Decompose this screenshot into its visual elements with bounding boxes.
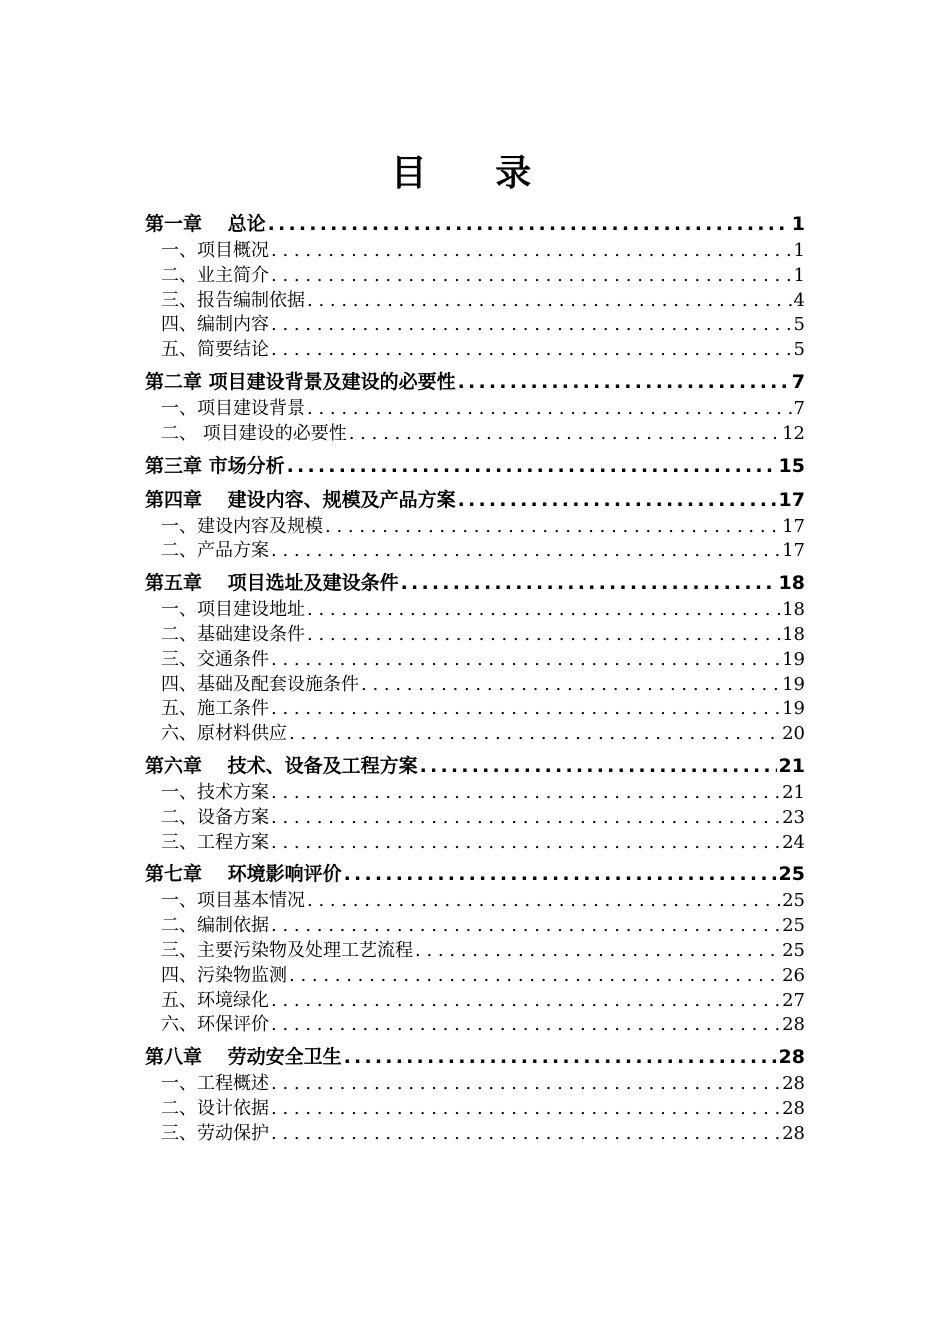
- toc-section-entry[interactable]: [145, 239, 805, 264]
- toc-page-number: 17: [782, 540, 805, 562]
- toc-entry-label: 四、基础及配套设施条件: [161, 673, 359, 695]
- toc-entry-label: 四、编制内容: [161, 314, 269, 336]
- toc-entry-label: 三、交通条件: [161, 648, 269, 670]
- toc-entry-label: 第六章 技术、设备及工程方案: [145, 754, 418, 777]
- toc-entry-label: 二、基础建设条件: [161, 623, 305, 645]
- toc-entry-label: 二、设备方案: [161, 806, 269, 828]
- toc-entry-label: 第二章 项目建设背景及建设的必要性: [145, 370, 456, 393]
- toc-dot-leader: [349, 422, 780, 447]
- toc-title: 目 录: [390, 153, 560, 194]
- toc-page-number: 18: [778, 572, 805, 595]
- toc-entry-label: 二、产品方案: [161, 540, 269, 562]
- toc-dot-leader: [325, 515, 780, 540]
- toc-chapter-entry[interactable]: [145, 1042, 805, 1072]
- toc-page-number: 19: [782, 673, 805, 695]
- toc-page-number: 15: [778, 454, 805, 477]
- toc-dot-leader: [268, 209, 790, 239]
- toc-entry-label: 第四章 建设内容、规模及产品方案: [145, 488, 456, 511]
- toc-dot-leader: [271, 338, 792, 363]
- toc-section-entry[interactable]: [145, 964, 805, 989]
- toc-section-entry[interactable]: [145, 623, 805, 648]
- toc-dot-leader: [271, 648, 780, 673]
- toc-dot-leader: [289, 722, 780, 747]
- toc-page-number: 19: [782, 698, 805, 720]
- toc-page-number: 26: [782, 964, 805, 986]
- toc-page-number: 4: [793, 289, 805, 311]
- toc-dot-leader: [271, 697, 780, 722]
- toc-chapter-entry[interactable]: [145, 451, 805, 481]
- toc-dot-leader: [271, 989, 780, 1014]
- toc-chapter-entry[interactable]: [145, 209, 805, 239]
- toc-page-number: 18: [782, 623, 805, 645]
- toc-dot-leader: [307, 889, 780, 914]
- toc-page-number: 5: [793, 314, 805, 336]
- toc-entry-label: 四、污染物监测: [161, 964, 287, 986]
- toc-section-entry[interactable]: [145, 539, 805, 564]
- toc-page-number: 17: [782, 515, 805, 537]
- toc-dot-leader: [415, 939, 780, 964]
- toc-dot-leader: [344, 1042, 777, 1072]
- toc-page-number: 25: [782, 915, 805, 937]
- toc-dot-leader: [271, 264, 792, 289]
- toc-dot-leader: [287, 451, 777, 481]
- table-of-contents: [145, 205, 805, 1147]
- toc-section-entry[interactable]: [145, 598, 805, 623]
- toc-section-entry[interactable]: [145, 338, 805, 363]
- toc-section-entry[interactable]: [145, 1097, 805, 1122]
- toc-page-number: 25: [782, 939, 805, 961]
- toc-entry-label: 三、主要污染物及处理工艺流程: [161, 939, 413, 961]
- toc-entry-label: 第一章 总论: [145, 213, 266, 235]
- toc-dot-leader: [271, 781, 780, 806]
- toc-page-number: 19: [782, 648, 805, 670]
- toc-section-entry[interactable]: [145, 673, 805, 698]
- toc-section-entry[interactable]: [145, 1122, 805, 1147]
- toc-section-entry[interactable]: [145, 989, 805, 1014]
- toc-section-entry[interactable]: [145, 289, 805, 314]
- toc-entry-label: 五、简要结论: [161, 339, 269, 361]
- toc-section-entry[interactable]: [145, 515, 805, 540]
- toc-dot-leader: [271, 1122, 780, 1147]
- toc-entry-label: 二、设计依据: [161, 1097, 269, 1119]
- toc-page-number: 20: [782, 723, 805, 745]
- toc-page-number: 21: [778, 754, 805, 777]
- toc-entry-label: 二、 项目建设的必要性: [161, 422, 347, 444]
- toc-entry-label: 六、环保评价: [161, 1014, 269, 1036]
- toc-section-entry[interactable]: [145, 831, 805, 856]
- toc-section-entry[interactable]: [145, 806, 805, 831]
- toc-entry-label: 第三章 市场分析: [145, 454, 285, 477]
- toc-page-number: 1: [793, 240, 805, 261]
- toc-section-entry[interactable]: [145, 1013, 805, 1038]
- toc-entry-label: 第七章 环境影响评价: [145, 863, 342, 886]
- toc-page-number: 5: [793, 339, 805, 361]
- toc-entry-label: 一、项目建设地址: [161, 599, 305, 621]
- toc-entry-label: 第八章 劳动安全卫生: [145, 1046, 342, 1069]
- toc-entry-label: 三、劳动保护: [161, 1122, 269, 1144]
- toc-dot-leader: [420, 751, 777, 781]
- toc-entry-label: 五、环境绿化: [161, 989, 269, 1011]
- toc-page-number: 28: [782, 1122, 805, 1144]
- toc-entry-label: 一、建设内容及规模: [161, 515, 323, 537]
- toc-page-number: 28: [782, 1073, 805, 1095]
- toc-dot-leader: [307, 598, 780, 623]
- toc-page-number: 27: [782, 989, 805, 1011]
- toc-chapter-entry[interactable]: [145, 751, 805, 781]
- toc-dot-leader: [271, 806, 780, 831]
- toc-section-entry[interactable]: [145, 697, 805, 722]
- toc-entry-label: 五、施工条件: [161, 698, 269, 720]
- toc-dot-leader: [344, 859, 777, 889]
- toc-dot-leader: [271, 831, 780, 856]
- toc-page-number: 23: [782, 806, 805, 828]
- toc-page-number: 24: [782, 831, 805, 853]
- toc-section-entry[interactable]: [145, 264, 805, 289]
- toc-chapter-entry[interactable]: [145, 367, 805, 397]
- toc-entry-label: 一、项目建设背景: [161, 397, 305, 419]
- toc-page-number: 25: [782, 890, 805, 912]
- toc-page-number: 25: [778, 863, 805, 886]
- toc-section-entry[interactable]: [145, 1072, 805, 1097]
- toc-section-entry[interactable]: [145, 397, 805, 422]
- toc-dot-leader: [307, 289, 792, 314]
- toc-section-entry[interactable]: [145, 422, 805, 447]
- toc-page-number: 7: [793, 397, 805, 419]
- toc-page-number: 28: [782, 1097, 805, 1119]
- toc-entry-label: 一、项目基本情况: [161, 890, 305, 912]
- toc-page-number: 18: [782, 599, 805, 621]
- toc-page-number: 17: [778, 488, 805, 511]
- toc-entry-label: 一、工程概述: [161, 1073, 269, 1095]
- toc-dot-leader: [361, 673, 780, 698]
- toc-entry-label: 三、工程方案: [161, 831, 269, 853]
- toc-dot-leader: [401, 568, 777, 598]
- toc-dot-leader: [271, 1097, 780, 1122]
- toc-section-entry[interactable]: [145, 648, 805, 673]
- toc-entry-label: 第五章 项目选址及建设条件: [145, 572, 399, 595]
- toc-entry-label: 二、编制依据: [161, 915, 269, 937]
- toc-dot-leader: [271, 539, 780, 564]
- toc-dot-leader: [271, 313, 792, 338]
- toc-page-number: 1: [793, 264, 805, 286]
- toc-chapter-entry[interactable]: [145, 859, 805, 889]
- toc-entry-label: 三、报告编制依据: [161, 289, 305, 311]
- toc-dot-leader: [271, 1013, 780, 1038]
- toc-page-number: 28: [778, 1046, 805, 1069]
- toc-page-number: 28: [782, 1014, 805, 1036]
- toc-entry-label: 一、技术方案: [161, 781, 269, 803]
- toc-chapter-entry[interactable]: [145, 568, 805, 598]
- toc-section-entry[interactable]: [145, 939, 805, 964]
- toc-section-entry[interactable]: [145, 781, 805, 806]
- toc-section-entry[interactable]: [145, 914, 805, 939]
- toc-entry-label: 一、项目概况: [161, 240, 269, 261]
- toc-section-entry[interactable]: [145, 889, 805, 914]
- toc-section-entry[interactable]: [145, 722, 805, 747]
- toc-dot-leader: [458, 367, 790, 397]
- toc-chapter-entry[interactable]: [145, 485, 805, 515]
- toc-dot-leader: [271, 1072, 780, 1097]
- toc-dot-leader: [458, 485, 777, 515]
- toc-dot-leader: [307, 397, 792, 422]
- toc-dot-leader: [271, 239, 792, 264]
- toc-entry-label: 二、业主简介: [161, 264, 269, 286]
- toc-dot-leader: [271, 914, 780, 939]
- toc-page-number: 1: [791, 213, 805, 235]
- toc-page-number: 21: [782, 781, 805, 803]
- toc-page-number: 12: [782, 422, 805, 444]
- toc-section-entry[interactable]: [145, 313, 805, 338]
- toc-dot-leader: [289, 964, 780, 989]
- toc-entry-label: 六、原材料供应: [161, 723, 287, 745]
- toc-page-number: 7: [791, 370, 805, 393]
- toc-dot-leader: [307, 623, 780, 648]
